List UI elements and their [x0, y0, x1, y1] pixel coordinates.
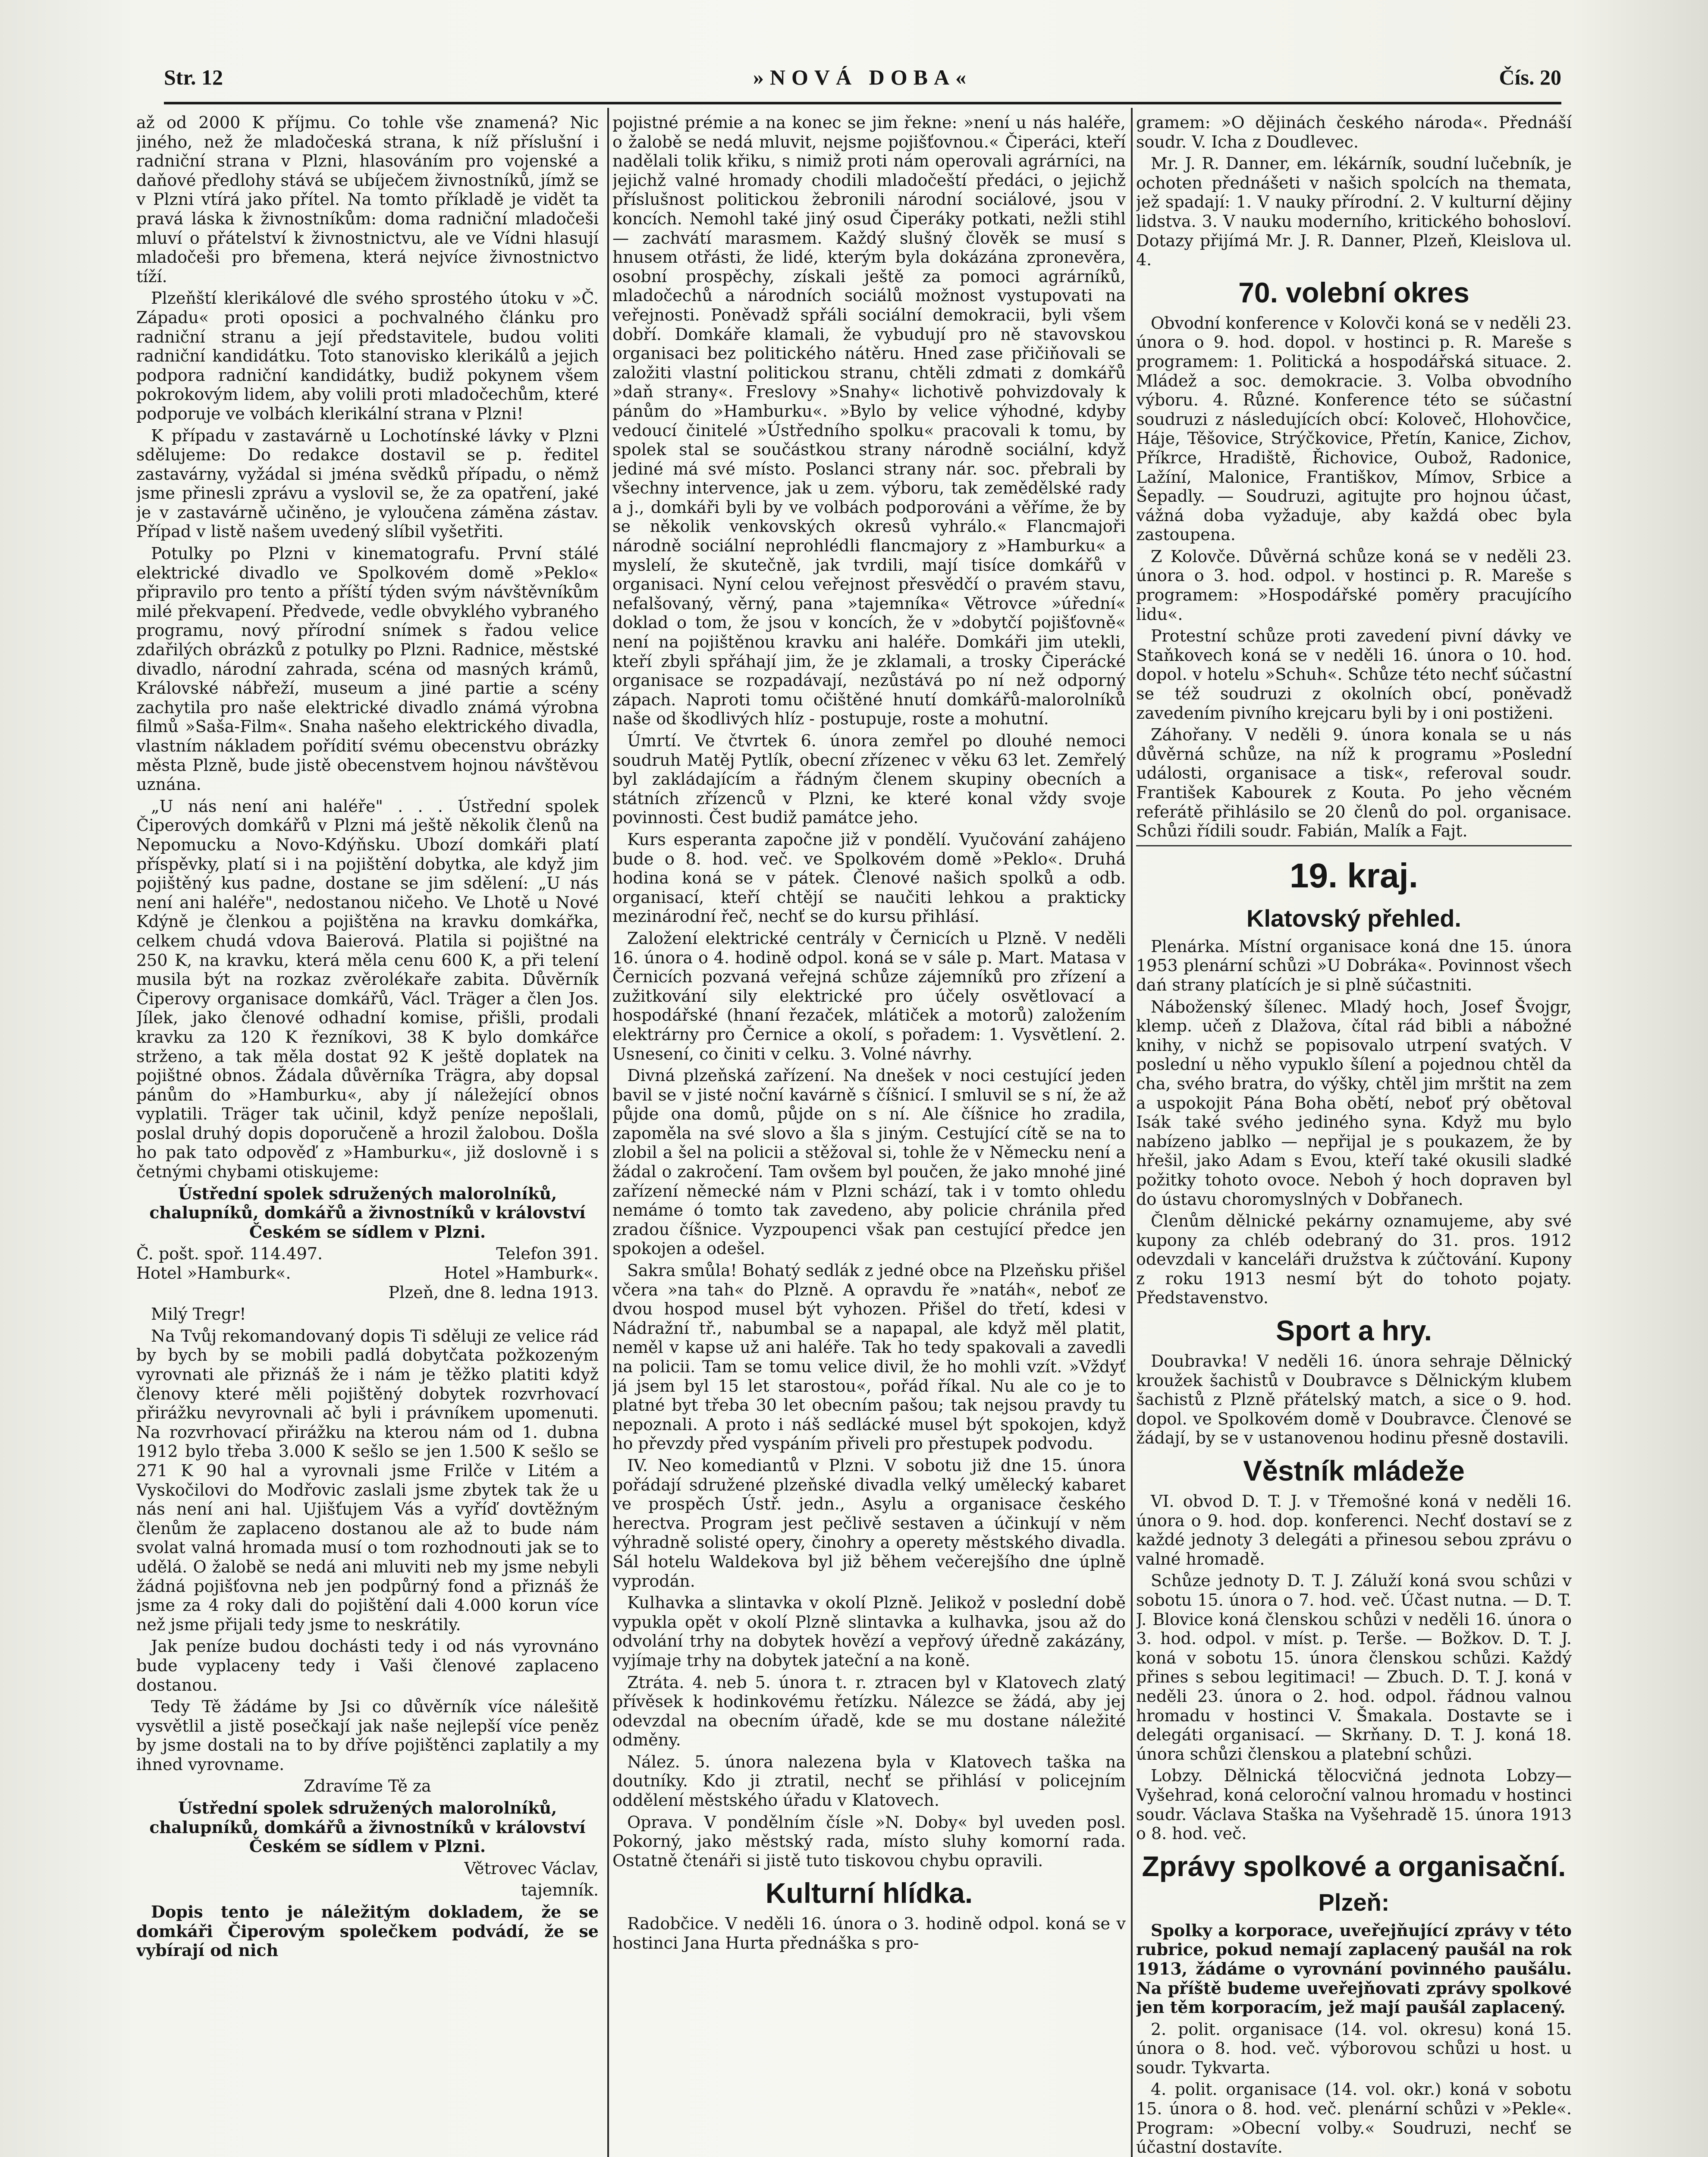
article-text: Kulhavka a slintavka v okolí Plzně. Jelikož v poslední době vypukla opět v okolí Plzně slintavka a kulhavka, jsou až do odvolání trhy na dobytek hovězí a vepřový úředně zakázány, vyjímaje trhy na dobytek jateční a na koně.: [612, 1593, 1126, 1670]
column-1: [136, 113, 599, 2157]
section-heading-district: 70. volební okres: [1238, 276, 1469, 308]
article-text: gramem: »O dějinách českého národa«. Přednáší soudr. V. Icha z Doudlevec.: [1136, 113, 1572, 151]
letter-signature-org: Ústřední spolek sdružených malorolníků, chalupníků, domkářů a živnostníků v království Českém se sídlem v Plzni.: [149, 1798, 586, 1856]
article-text: Úmrtí. Ve čtvrtek 6. února zemřel po dlouhé nemoci soudruh Matěj Pytlík, obecní zřízenec v věku 63 let. Zemřelý byl zakládajícím a řádným členem skupiny obecních a státních zřízenců v Plzni, ke které konal vždy svoje povinnosti. Čest budiž památce jeho.: [612, 731, 1126, 827]
article-text: K případu v zastavárně u Lochotínské lávky v Plzni sdělujeme: Do redakce dostavil se p. ředitel zastavárny, vyžádal si jména svědků případu, o němž jsme přinesli zprávu a vyslovil se, že za opatření, jaké je v zastavárně učiněno, je vyloučena záměna zástav. Případ v listě našem uvedený slíbil vyšetřiti.: [136, 426, 599, 541]
article-text: Plenárka. Místní organisace koná dne 15. února 1953 plenární schůzi »U Dobráka«. Povinnost všech dań strany platících je si plně súčastniti.: [1136, 937, 1572, 994]
article-text: Sakra smůla! Bohatý sedlák z jedné obce na Plzeňsku přišel včera »na tah« do Plzně. A opravdu ře »natáh«, neboť ze dvou hospod musel být vyhozen. Přišel do třetí, kdesi v Nádražní tř., nabumbal se a napapal, ale když měl platit, neměl v kapse už ani haléře. Tak ho tedy spakovali a zavedli na policii. Tam se tomu velice divil, že ho mohli vzít. »Vždyť já jsem byl 15 let starostou«, pořád říkal. Nu ale co je to platné byt třeba 30 let obecním pašou; tak nejsou pravdy tu nepoznali. A proto i náš sedlácké musel být spokojen, když ho převzdy před vyspáním přiveli pro přestupek podvodu.: [612, 1261, 1126, 1453]
article-text: Záhořany. V neděli 9. února konala se u nás důvěrná schůze, na níž k programu »Poslední události, organisace a tisk«, referoval soudr. František Kabourek z Kouta. Po jeho věcném referátě přihlásilo se 20 členů do pol. organisace. Schůzi řídili soudr. Fabián, Malík a Fajt.: [1136, 725, 1572, 841]
article-text: Divná plzeňská zařízení. Na dnešek v noci cestující jeden bavil se v jisté noční kavárně s číšnicí. I smluvil se s ní, že až půjde ona domů, půjde on s ní. Ale číšnice ho zradila, zapoměla na své slovo a šla s jiným. Cestující cítě se na to zlobil a šel na policii a stěžoval si, tohle že v Německu není a žádal o zakročení. Tam ovšem byl poučen, že jako mnohé jiné zařízení německé nám v Plzni schází, tak i v tomto ohledu nemáme ó tomto tak zavedeno, aby policie chránila před zradou číšnice. Vyzpoupenci však pan cestující předce jen spokojen a odešel.: [612, 1066, 1126, 1258]
article-text: Dopis tento je náležitým dokladem, že se domkáři Čiperovým společkem podvádí, že se vybírají od nich: [136, 1902, 599, 1960]
letter-salutation: Milý Tregr!: [151, 1305, 246, 1324]
article-text: Náboženský šílenec. Mladý hoch, Josef Švojgr, klemp. učeň z Dlažova, čítal rád bibli a nábožné knihy, v nichž se popisovalo utrpení svatých. V poslední u něho vypuklo šílení a pojednou chtěl da cha, svého bratra, do výšky, chtěl jim mrštit na zem a uspokojit Pána Boha obětí, neboť prý obětoval Isák také svého jediného syna. Když mu bylo nabízeno jablko — nepřijal je s poukazem, že by hřešil, jako Adam s Evou, kteří také okusili sladké požitky tohoto ovoce. Neboh ý hoch dopraven byl do ústavu choromyslných v Dobřanech.: [1136, 997, 1572, 1209]
article-text: Lobzy. Dělnická tělocvičná jednota Lobzy—Vyšehrad, koná celoroční valnou hromadu v hostinci soudr. Václava Staška na Vyšehradě 15. února 1913 o 8. hod. več.: [1136, 1766, 1572, 1843]
article-text: Kurs esperanta započne již v pondělí. Vyučování zahájeno bude o 8. hod. več. ve Spolkovém domě »Peklo«. Druhá hodina koná se v pátek. Členové našich spolků a odb. organisací, kteří chtějí se naučiti lehkou a prakticky mezinárodní řeč, nechť se do kursu přihlásí.: [612, 830, 1126, 926]
article-text: až od 2000 K příjmu. Co tohle vše znamená? Nic jiného, než že mladočeská strana, k níž příslušní i radniční strana v Plzni, hlasováním pro vojenské a daňové předlohy stává se ubíječem živnostníků, jímž se v Plzni vtírá jako přítel. Na tomto příkladě je vidět ta pravá láska k živnostníkům: doma radniční mladočeši mluví o přátelství k živnostnictvu, ale ve Vídni hlasují mladočeši pro břemena, která nejvíce živnostnictvo tíží.: [136, 113, 599, 286]
article-text: „U nás není ani haléře" . . . Ústřední spolek Čiperových domkářů v Plzni má ještě několik členů na Nepomucku a Novo-Kdýňsku. Ubozí domkáři platí příspěvky, platí si i na pojištění dobytka, ale když jim pojištěný kus padne, dostane se jim sdělení: „U nás není ani haléře", nedostanou ničeho. Ve Lhotě u Nové Kdýně je členkou a pojištěna na kravku domkářka, celkem chudá vdova Baierová. Platila si pojištné na 250 K, na kravku, která měla cenu 600 K, a při telení musila být na rozkaz zvěrolékaře zabita. Důvěrník Čiperovy organisace domkářů, Václ. Träger a člen Jos. Jílek, jako členové odhadní komise, přišli, prodali kravku za 120 K řezníkovi, 38 K bylo domkářce strženo, a tak měla dostat 92 K ještě doplatek na pojištné obnos. Žádala důvěrníka Trägra, aby dopsal pánům do »Hamburku«, aby jí náležející obnos vyplatili. Träger tak učinil, když peníze nepošlali, poslal druhý dopis doporučeně a hrozil žalobou. Došla ho pak tato odpověď z »Hamburku«, již doslovně i s četnými chybami otiskujeme:: [136, 796, 599, 1182]
newspaper-title: »NOVÁ DOBA«: [753, 65, 973, 89]
page-number: Str. 12: [164, 65, 223, 89]
article-text: Schůze jednoty D. T. J. Záluží koná svou schůzi v sobotu 15. února o 7. hod. več. Účast nutna. — D. T. J. Blovice koná členskou schůzi v neděli 16. února o 3. hod. odpol. v míst. p. Terše. — Božkov. D. T. J. koná v sobotu 15. února členskou schůzi. Každý přines s sebou legitimaci! — Zbuch. D. T. J. koná v neděli 23. února o 2. hod. odpol. řádnou valnou hromadu v hostinci V. Šmakala. Dostavte se i delegáti organisací. — Skrňany. D. T. J. koná 18. února schůzi členskou a platební schůzi.: [1136, 1571, 1572, 1764]
article-text: Oprava. V pondělním čísle »N. Doby« byl uveden posl. Pokorný, jako městský rada, místo sluhy komorní rada. Ostatně čtenáři si jistě tuto tiskovou chybu opravili.: [612, 1812, 1126, 1870]
letter-signature-role: tajemník.: [521, 1880, 599, 1900]
article-text: Obvodní konference v Kolovči koná se v neděli 23. února o 9. hod. dopol. v hostinci p. R. Mareše s programem: 1. Politická a hospodářská situace. 2. Mládež a soc. demokracie. 3. Volba obvodního výboru. 4. Různé. Konference této se súčastní soudruzi z následujících obcí: Koloveč, Hlohovčice, Háje, Těšovice, Strýčkovice, Přetín, Kanice, Zichov, Příkrce, Hradiště, Řichovice, Oubož, Radonice, Lažíní, Malonice, Františkov, Mímov, Srbice a Šepadly. — Soudruzi, agitujte pro hojnou účast, vážná doba vyžaduje, aby každá obec byla zastoupena.: [1136, 313, 1572, 544]
article-text: Spolky a korporace, uveřejňující zprávy v této rubrice, pokud nemají zaplacený paušál na rok 1913, žádáme o vyrovnání povinného paušálu. Na příště budeme uveřejňovati zprávy spolkové jen těm korporacím, jež mají paušál zaplacený.: [1136, 1920, 1572, 2017]
column-3: [1136, 113, 1572, 2157]
letter-text: Jak peníze budou dochásti tedy i od nás vyrovnáno bude vyplaceny tedy i Vaši členové zaplaceno dostanou.: [136, 1637, 599, 1695]
section-heading-sport: Sport a hry.: [1276, 1314, 1432, 1347]
letter-text: Na Tvůj rekomandovaný dopis Ti sděluji ze velice rád by bych by se mobili padlá dobytčata požkozeným vyrovnati ale přiznáš že i nám je těžko platiti když členovy které měli pojištěný dobytek rozvrhovací přirážku nevyrovnali ač byli i právníkem upomenuti. Na rozvrhovací přirážku na kterou nám od 1. dubna 1912 bylo třeba 3.000 K sešlo se jen 1.500 K sešlo se 271 K 90 hal a vyrovnali jsme Frilče v Litém a Vyskočilovi do Modřovic zaslali jsme zbytek tak že u nás není ani hal. Ujišťujem Vás a vyříď dovtěžným členům že zaplaceno dostanou ale až to bude nám svolat valná hromada musí o tom rozhodnouti jak se to udělá. O žalobě se nedá ani mluviti neb my jsme nebyli žádná pojišťovna neb jen podpůrný fond a přiznáš že jsme za 4 roky dali do pojištění dali 4.000 korun více než jsme přijali tedy jsme to neskrátily.: [136, 1326, 599, 1634]
divider: [1136, 845, 1572, 846]
column-divider: [1131, 108, 1133, 2157]
letter-text: Tedy Tě žádáme by Jsi co důvěrník více nálešitě vysvětlil a jistě posečkají jak naše nejlepší více peněz by jsme dostali na to by dříve pojištěnci zaplatily a my ihned vyrovname.: [136, 1697, 599, 1774]
section-heading-culture: Kulturní hlídka.: [765, 1877, 973, 1909]
article-text: IV. Neo komediantů v Plzni. V sobotu již dne 15. února pořádají sdružené plzeňské divadla velký umělecký kabaret ve prospěch Ústř. jedn., Asylu a organisace českého herectva. Program jest pečlivě sestaven a účinkují v něm výhradně solisté opery, činohry a operety městského divadla. Sál hotelu Waldekova byl již během večerejšího dne úplně vyprodán.: [612, 1456, 1126, 1591]
section-heading-region: 19. kraj.: [1289, 856, 1418, 895]
article-text: 4. polit. organisace (14. vol. okr.) koná v sobotu 15. února o 8. hod. več. plenární schůzi v »Pekle«. Program: »Obecní volby.« Soudruzi, nechť se účastní dostavíte.: [1136, 2080, 1572, 2157]
header-rule: [164, 102, 1561, 104]
hotel-left: Hotel »Hamburk«.: [136, 1264, 291, 1283]
letterhead: Ústřední spolek sdružených malorolníků, chalupníků, domkářů a živnostníků v království Českém se sídlem v Plzni.: [149, 1183, 586, 1242]
article-text: Potulky po Plzni v kinematografu. První stálé elektrické divadlo ve Spolkovém domě »Peklo« připravilo pro tento a příští týden svým návštěvníkům milé překvapení. Předvede, vedle obvyklého vybraného programu, nový přírodní snímek s řadou velice zdařilých obrázků z potulky po Plzni. Radnice, městské divadlo, národní zahrada, scéna od masných krámů, Královské nábřeží, museum a jiné partie a scény zachytila pro naše elektrické divadlo známá výrobna filmů »Saša-Film«. Snaha našeho elektrického divadla, vlastním nákladem pořídití svému obecenstvu obrázky města Plzně, bude jistě obecenstvem hojnou návštěvou uznána.: [136, 544, 599, 794]
letter-signature-name: Větrovec Václav,: [464, 1858, 599, 1878]
issue-number: Čís. 20: [1499, 65, 1561, 89]
hotel-right: Hotel »Hamburk«.: [444, 1264, 599, 1283]
letter-date: Plzeň, dne 8. ledna 1913.: [388, 1283, 599, 1302]
article-text: Ztráta. 4. neb 5. února t. r. ztracen byl v Klatovech zlatý přívěsek k hodinkovému řetízku. Nálezce se žádá, aby jej odevzdal na obecním úřadě, kde se mu dostane náležité odměny.: [612, 1673, 1126, 1750]
column-divider: [607, 108, 609, 2157]
article-text: Doubravka! V neděli 16. února sehraje Dělnický kroužek šachistů v Doubravce s Dělnickým klubem šachistů z Plzně přátelský match, a sice o 9. hod. dopol. ve Spolkovém domě v Doubravce. Členové se žádají, by se v ustanovenou hodinu přesně dostavili.: [1136, 1352, 1572, 1448]
section-heading-clubs: Zprávy spolkové a organisační.: [1142, 1850, 1566, 1882]
article-text: Založení elektrické centrály v Černicích u Plzně. V neděli 16. února o 4. hodině odpol. koná se v sále p. Mart. Matasa v Černicích pozvaná veřejná schůze zájemníků pro zřízení a zužitkování sily elektrické pro účely osvětlovací a hospodářské (hnaní řezaček, mlátiček a motorů) založením elektrárny pro Černice a okolí, s pořadem: 1. Vysvětlení. 2. Usnesení, co činiti v celku. 3. Volné návrhy.: [612, 928, 1126, 1063]
article-text: Plzeňští klerikálové dle svého sprostého útoku v »Č. Západu« proti oposici a pochvalného článku pro radniční stranu a její představitele, budou voliti radniční kandidátku. Toto stanovisko klerikálů a jejich podpora radniční kandidátky, budiž pokynem všem pokrokovým lidem, aby volili proti mladočechům, které podporuje ve volbách klerikální strana v Plzni!: [136, 289, 599, 423]
section-subheading-plzen: Plzeň:: [1318, 1888, 1390, 1916]
letter-closing: Zdravíme Tě za: [304, 1777, 431, 1796]
postal-account: Č. pošt. spoř. 114.497.: [136, 1244, 323, 1264]
column-2: [612, 113, 1126, 2157]
telephone: Telefon 391.: [496, 1244, 599, 1264]
article-text: 2. polit. organisace (14. vol. okresu) koná 15. února o 8. hod. več. výborovou schůzi u host. u soudr. Tykvarta.: [1136, 2019, 1572, 2077]
article-text: Radobčice. V neděli 16. února o 3. hodině odpol. koná se v hostinci Jana Hurta přednáška s pro-: [612, 1914, 1126, 1953]
article-text: pojistné prémie a na konec se jim řekne: »není u nás haléře, o žalobě se nedá mluvit, nejsme pojišťovnou.« Čiperáci, kteří nadělali tolik křiku, s nimiž proti nám operovali agrárníci, na jejichž valné hromady chodili mladočeští předáci, o jejichž příslušnost politickou žebronili národní sociálové, jsou v koncích. Nemohl také jiný osud Čiperáky potkati, nežli stihl — zachvátí marasmem. Každý slušný člověk se musí s hnusem otřásti, že lidé, kterým byla dokázána zpronevěra, osobní prospěchy, získali ještě za pomoci agrárníků, mladočechů a národních sociálů možnost vystupovati na veřejnosti. Poněvadž spřáli sociální demokracii, byli všem dobří. Domkáře klamali, že vybudují pro ně stavovskou organisaci bez politického nátěru. Hned zase přičiňovali se založiti vlastní politickou stranu, chtěli zdmati z domkářů »daň strany«. Freslovy »Snahy« lichotivě pohvizdovaly k pánům do »Hamburku«. »Bylo by velice výhodné, kdyby vedoucí činitelé »Ústředního spolku« pracovali k tomu, by spolek stal se součástkou strany národně sociální, když jediné má své místo. Poslanci strany nár. soc. přebrali by všechny intervence, jak u zem. výboru, tak zemědělské rady a j., domkáři byli by ve volbách podporováni a věříme, že by se několik venkovských okresů vyhrálo.« Flancmajoři národně sociální neprohlédli flancmajory z »Hamburku« a myslelí, že skutečně, jak tvrdili, mají tisíce domkářů v organisaci. Nyní celou veřejnost přesvědčí o pravém stavu, nefalšovaný, věrný, pana »tajemníka« Větrovce »úřední« doklad o tom, že jsou v koncích, že v »dobytčí pojišťovně« není na pojištěnou kravku ani haléře. Domkáři jim utekli, kteří zbyli spřáhají jim, že je zklamali, a trosky Čiperácké organisace se rozpadávají, nezůstává po ní než odporný zápach. Naproti tomu očištěné hnutí domkářů-malorolníků naše od škodlivých hlíz - postupuje, roste a mohutní.: [612, 113, 1126, 729]
article-text: VI. obvod D. T. J. v Třemošné koná v neděli 16. února o 9. hod. dop. konferenci. Nechť dostaví se z každé jednoty 3 delegáti a přinesou sebou zprávu o valné hromadě.: [1136, 1492, 1572, 1569]
article-text: Členům dělnické pekárny oznamujeme, aby své kupony za chléb odebraný do 31. pros. 1912 odevzdali v kanceláři družstva k zúčtování. Kupony z roku 1913 nesmí být do tohoto pojaty. Představenstvo.: [1136, 1211, 1572, 1308]
article-text: Mr. J. R. Danner, em. lékárník, soudní lučebník, je ochoten přednášeti v našich spolcích na themata, jež spadají: 1. V nauky přírodní. 2. V kulturní dějiny lidstva. 3. V nauku moderního, kritického bohosloví. Dotazy přijímá Mr. J. R. Danner, Plzeň, Kleislova ul. 4.: [1136, 154, 1572, 270]
article-text: Protestní schůze proti zavedení pivní dávky ve Staňkovech koná se v neděli 16. února o 10. hod. dopol. v hotelu »Schuh«. Schůze této nechť súčastní se též soudruzi z okolních obcí, poněvadž zavedením pivního krejcaru byli by i oni postiženi.: [1136, 626, 1572, 723]
section-subheading-klatovy: Klatovský přehled.: [1246, 904, 1461, 932]
article-text: Nález. 5. února nalezena byla v Klatovech taška na doutníky. Kdo ji ztratil, nechť se přihlásí v policejním oddělení městského úřadu v Klatovech.: [612, 1752, 1126, 1810]
page-header: [164, 65, 1561, 95]
section-heading-youth: Věstník mládeže: [1243, 1455, 1465, 1487]
letterhead-contacts: [136, 1244, 599, 1264]
article-text: Z Kolovče. Důvěrná schůze koná se v neděli 23. února o 3. hod. odpol. v hostinci p. R. Mareše s programem: »Hospodářské poměry pracujícího lidu«.: [1136, 547, 1572, 624]
letterhead-hotel: [136, 1264, 599, 1283]
